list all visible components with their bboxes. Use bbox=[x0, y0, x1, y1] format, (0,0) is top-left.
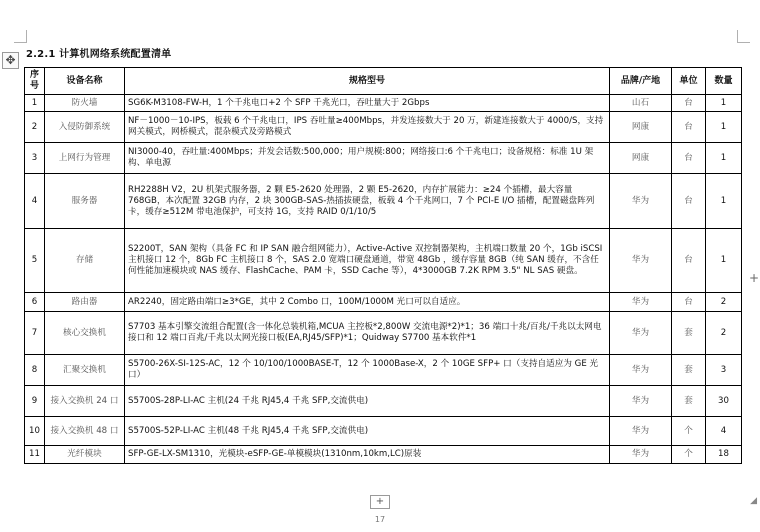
cell-qty: 1 bbox=[706, 174, 742, 229]
cell-brand: 网康 bbox=[610, 143, 672, 174]
cell-spec: S5700S-28P-LI-AC 主机(24 千兆 RJ45,4 千兆 SFP,交流供电) bbox=[125, 386, 610, 417]
cell-unit: 个 bbox=[672, 446, 706, 464]
table-row bbox=[25, 95, 742, 112]
cell-unit: 台 bbox=[672, 112, 706, 143]
cell-no: 3 bbox=[25, 143, 45, 174]
table-move-icon[interactable]: ✥ bbox=[2, 52, 19, 69]
section-title: 2.2.1 计算机网络系统配置清单 bbox=[26, 49, 172, 60]
cell-name: 防火墙 bbox=[45, 95, 125, 112]
cell-unit: 套 bbox=[672, 386, 706, 417]
cell-no: 1 bbox=[25, 95, 45, 112]
cell-unit: 台 bbox=[672, 143, 706, 174]
cell-spec: SG6K-M3108-FW-H，1 个千兆电口+2 个 SFP 千兆光口，吞吐量大于 2Gbps bbox=[125, 95, 610, 112]
cell-unit: 台 bbox=[672, 229, 706, 293]
cell-qty: 1 bbox=[706, 112, 742, 143]
cell-spec: AR2240，固定路由端口≥3*GE，其中 2 Combo 口，100M/1000M 光口可以自适应。 bbox=[125, 293, 610, 312]
cell-unit: 个 bbox=[672, 417, 706, 446]
cell-spec: NF－1000－10-IPS，板载 6 个千兆电口，IPS 吞吐量≥400Mbps，并发连接数大于 20 万，新建连接数大于 4000/S，支持网关模式，网桥模式，混杂模式及旁路模式 bbox=[125, 112, 610, 143]
header-spec: 规格型号 bbox=[125, 68, 610, 95]
cell-name: 光纤模块 bbox=[45, 446, 125, 464]
cell-unit: 台 bbox=[672, 174, 706, 229]
cell-brand: 华为 bbox=[610, 355, 672, 386]
cell-spec: S2200T，SAN 架构（具备 FC 和 IP SAN 融合组网能力），Active-Active 双控制器架构，主机端口数量 20 个，1Gb iSCSI 主机接口 12 个，8Gb FC 主机接口 8 个，SAS 2.0 宽端口硬盘通道，带宽 48Gb ，缓存容量 8GB（纯 SAN 缓存，不含任何性能加速模块或 NAS 缓存、FlashCache、PAM 卡，SSD Cache 等），4*3000GB 7.2K RPM 3.5" NL SAS 硬盘。 bbox=[125, 229, 610, 293]
cell-no: 2 bbox=[25, 112, 45, 143]
header-name: 设备名称 bbox=[45, 68, 125, 95]
cell-unit: 套 bbox=[672, 355, 706, 386]
cell-qty: 3 bbox=[706, 355, 742, 386]
cell-brand: 华为 bbox=[610, 229, 672, 293]
table-row bbox=[25, 112, 742, 143]
cell-qty: 1 bbox=[706, 229, 742, 293]
cell-name: 接入交换机 48 口 bbox=[45, 417, 125, 446]
header-no: 序号 bbox=[25, 68, 45, 95]
cell-name: 核心交换机 bbox=[45, 312, 125, 355]
cell-name: 汇聚交换机 bbox=[45, 355, 125, 386]
cell-unit: 套 bbox=[672, 312, 706, 355]
header-brand: 品牌/产地 bbox=[610, 68, 672, 95]
table-row bbox=[25, 446, 742, 464]
cell-unit: 台 bbox=[672, 95, 706, 112]
cell-brand: 华为 bbox=[610, 417, 672, 446]
cell-brand: 山石 bbox=[610, 95, 672, 112]
cell-brand: 华为 bbox=[610, 386, 672, 417]
cell-no: 8 bbox=[25, 355, 45, 386]
cell-brand: 华为 bbox=[610, 446, 672, 464]
cell-qty: 2 bbox=[706, 312, 742, 355]
cell-qty: 30 bbox=[706, 386, 742, 417]
cell-spec: S7703 基本引擎交流组合配置(含一体化总装机箱,MCUA 主控板*2,800W 交流电源*2)*1；36 端口十兆/百兆/千兆以太网电接口和 12 端口百兆/千兆以太网光接口板(EA,RJ45/SFP)*1；Quidway S7700 基本软件*1 bbox=[125, 312, 610, 355]
table-row bbox=[25, 293, 742, 312]
cell-name: 存储 bbox=[45, 229, 125, 293]
cell-spec: SFP-GE-LX-SM1310，光模块-eSFP-GE-单模模块(1310nm,10km,LC)原装 bbox=[125, 446, 610, 464]
header-unit: 单位 bbox=[672, 68, 706, 95]
cell-no: 5 bbox=[25, 229, 45, 293]
cell-no: 4 bbox=[25, 174, 45, 229]
cell-spec: S5700S-52P-LI-AC 主机(48 千兆 RJ45,4 千兆 SFP,交流供电) bbox=[125, 417, 610, 446]
add-column-plus-icon[interactable]: + bbox=[749, 271, 760, 285]
cell-no: 9 bbox=[25, 386, 45, 417]
cell-no: 6 bbox=[25, 293, 45, 312]
cell-no: 7 bbox=[25, 312, 45, 355]
cell-spec: RH2288H V2，2U 机架式服务器，2 颗 E5-2620 处理器，2 颗 E5-2620，内存扩展能力：≥24 个插槽，最大容量 768GB，本次配置 32GB 内存，2 块 300GB-SAS-热插拔硬盘，板载 4 个千兆网口，7 个 PCI-E I/O 插槽，配置磁盘阵列卡，缓存≥512M 带电池保护，可支持 1G，支持 RAID 0/1/10/5 bbox=[125, 174, 610, 229]
table-row bbox=[25, 386, 742, 417]
table-row bbox=[25, 143, 742, 174]
cell-spec: NI3000-40，吞吐量:400Mbps；并发会话数:500,000；用户规模:800；网络接口:6 个千兆电口；设备规格：标准 1U 架构、单电源 bbox=[125, 143, 610, 174]
table-row bbox=[25, 417, 742, 446]
add-row-plus-icon[interactable]: + bbox=[370, 495, 390, 509]
cell-no: 11 bbox=[25, 446, 45, 464]
table-header-row bbox=[25, 68, 742, 95]
table-row bbox=[25, 355, 742, 386]
cell-brand: 华为 bbox=[610, 174, 672, 229]
table-row bbox=[25, 229, 742, 293]
cell-brand: 网康 bbox=[610, 112, 672, 143]
cell-name: 路由器 bbox=[45, 293, 125, 312]
page-number: 17 bbox=[374, 515, 386, 524]
config-table bbox=[24, 67, 742, 464]
crop-mark-top-right bbox=[737, 30, 750, 43]
cell-name: 接入交换机 24 口 bbox=[45, 386, 125, 417]
cell-qty: 1 bbox=[706, 95, 742, 112]
cell-qty: 1 bbox=[706, 143, 742, 174]
table-row bbox=[25, 312, 742, 355]
table-row bbox=[25, 174, 742, 229]
crop-mark-top-left bbox=[14, 30, 27, 43]
cell-qty: 2 bbox=[706, 293, 742, 312]
cell-qty: 4 bbox=[706, 417, 742, 446]
cell-qty: 18 bbox=[706, 446, 742, 464]
cell-unit: 台 bbox=[672, 293, 706, 312]
cell-name: 上网行为管理 bbox=[45, 143, 125, 174]
cell-name: 服务器 bbox=[45, 174, 125, 229]
cell-brand: 华为 bbox=[610, 312, 672, 355]
cell-name: 入侵防御系统 bbox=[45, 112, 125, 143]
cell-spec: S5700-26X-SI-12S-AC，12 个 10/100/1000BASE-T，12 个 1000Base-X，2 个 10GE SFP+ 口（支持自适应为 GE 光口） bbox=[125, 355, 610, 386]
cell-no: 10 bbox=[25, 417, 45, 446]
table-resize-icon[interactable]: ◢ bbox=[750, 496, 757, 506]
cell-brand: 华为 bbox=[610, 293, 672, 312]
header-qty: 数量 bbox=[706, 68, 742, 95]
